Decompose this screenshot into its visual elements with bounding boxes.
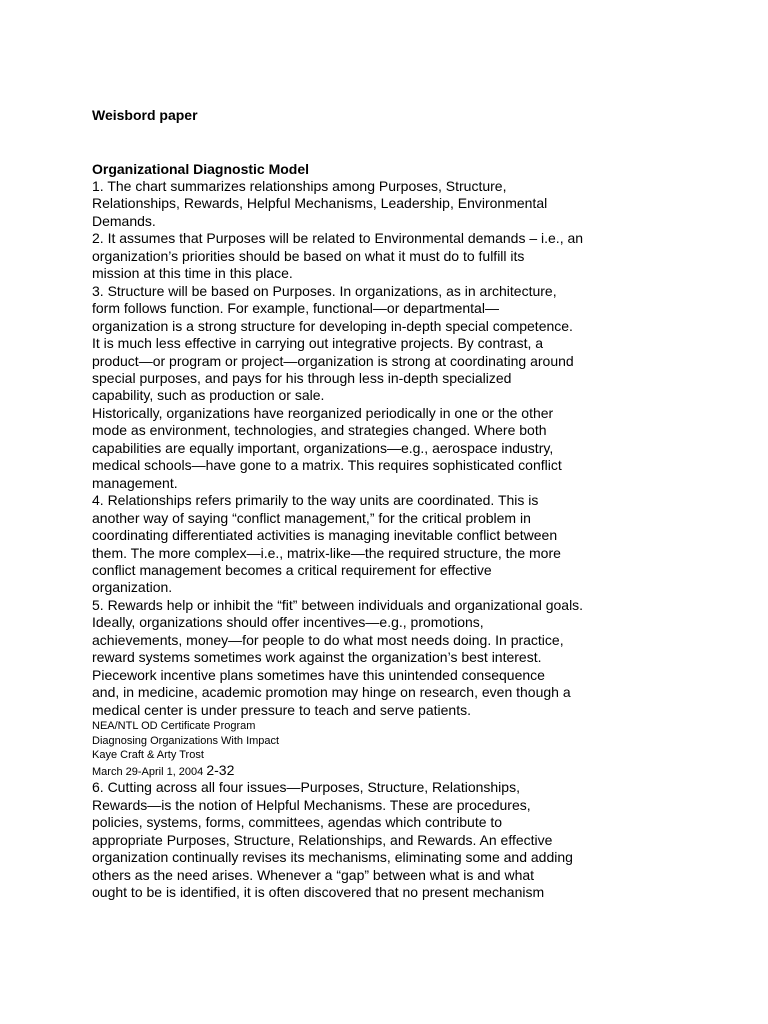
text-line: conflict management becomes a critical requirement for effective <box>92 561 492 578</box>
text-line: form follows function. For example, functional—or departmental— <box>92 300 499 317</box>
text-line: Historically, organizations have reorganized periodically in one or the other <box>92 404 554 421</box>
text-line: 2. It assumes that Purposes will be related to Environmental demands – i.e., an <box>92 230 584 247</box>
text-line: 5. Rewards help or inhibit the “fit” between individuals and organizational goals. <box>92 596 584 613</box>
text-line: Relationships, Rewards, Helpful Mechanisms, Leadership, Environmental <box>92 195 548 212</box>
text-line: medical center is under pressure to teach and serve patients. <box>92 701 471 718</box>
text-line: another way of saying “conflict management,” for the critical problem in <box>92 509 531 526</box>
footer-course: Diagnosing Organizations With Impact <box>92 734 280 747</box>
text-line: management. <box>92 474 178 491</box>
section-heading: Organizational Diagnostic Model <box>92 161 310 177</box>
text-line: medical schools—have gone to a matrix. This requires sophisticated conflict <box>92 457 562 474</box>
page-footer <box>92 719 632 779</box>
text-line: It is much less effective in carrying out integrative projects. By contrast, a <box>92 335 544 352</box>
text-line: Demands. <box>92 212 156 229</box>
text-line: product—or program or project—organization is strong at coordinating around <box>92 352 574 369</box>
text-line: organization’s priorities should be based on what it must do to fulfill its <box>92 247 525 264</box>
footer-program: NEA/NTL OD Certificate Program <box>92 720 256 733</box>
text-line: others as the need arises. Whenever a “gap” between what is and what <box>92 866 535 883</box>
text-line: organization. <box>92 579 173 596</box>
text-line: appropriate Purposes, Structure, Relationships, and Rewards. An effective <box>92 831 553 848</box>
text-line: 1. The chart summarizes relationships among Purposes, Structure, <box>92 178 507 194</box>
text-line: policies, systems, forms, committees, agendas which contribute to <box>92 814 503 831</box>
document-page <box>92 106 632 902</box>
text-line: special purposes, and pays for his through less in-depth specialized <box>92 369 512 386</box>
text-line: capabilities are equally important, organizations—e.g., aerospace industry, <box>92 439 554 456</box>
body-text-part-2 <box>92 779 632 901</box>
text-line: organization is a strong structure for developing in-depth special competence. <box>92 317 573 334</box>
text-line: them. The more complex—i.e., matrix-like—the required structure, the more <box>92 544 561 561</box>
text-line: mode as environment, technologies, and strategies changed. Where both <box>92 422 547 439</box>
text-line: and, in medicine, academic promotion may hinge on research, even though a <box>92 684 571 701</box>
text-line: achievements, money—for people to do what most needs doing. In practice, <box>92 631 564 648</box>
text-line: 3. Structure will be based on Purposes. In organizations, as in architecture, <box>92 282 557 299</box>
body-text-part-1 <box>92 178 632 719</box>
text-line: Rewards—is the notion of Helpful Mechanisms. These are procedures, <box>92 796 531 813</box>
text-line: 4. Relationships refers primarily to the way units are coordinated. This is <box>92 492 539 509</box>
page-number: 2-32 <box>206 761 235 778</box>
text-line: mission at this time in this place. <box>92 265 293 282</box>
text-line: ought to be is identified, it is often discovered that no present mechanism <box>92 884 545 901</box>
text-line: Piecework incentive plans sometimes have this unintended consequence <box>92 666 545 683</box>
text-line: Ideally, organizations should offer incentives—e.g., promotions, <box>92 614 484 631</box>
document-title: Weisbord paper <box>92 107 198 123</box>
text-line: 6. Cutting across all four issues—Purposes, Structure, Relationships, <box>92 779 520 796</box>
footer-authors: Kaye Craft & Arty Trost <box>92 749 204 762</box>
text-line: reward systems sometimes work against the organization’s best interest. <box>92 649 542 666</box>
text-line: coordinating differentiated activities is managing inevitable conflict between <box>92 527 558 544</box>
footer-date-line <box>92 763 632 780</box>
footer-dates: March 29-April 1, 2004 <box>92 765 207 778</box>
text-line: organization continually revises its mechanisms, eliminating some and adding <box>92 849 573 866</box>
text-line: capability, such as production or sale. <box>92 387 325 404</box>
